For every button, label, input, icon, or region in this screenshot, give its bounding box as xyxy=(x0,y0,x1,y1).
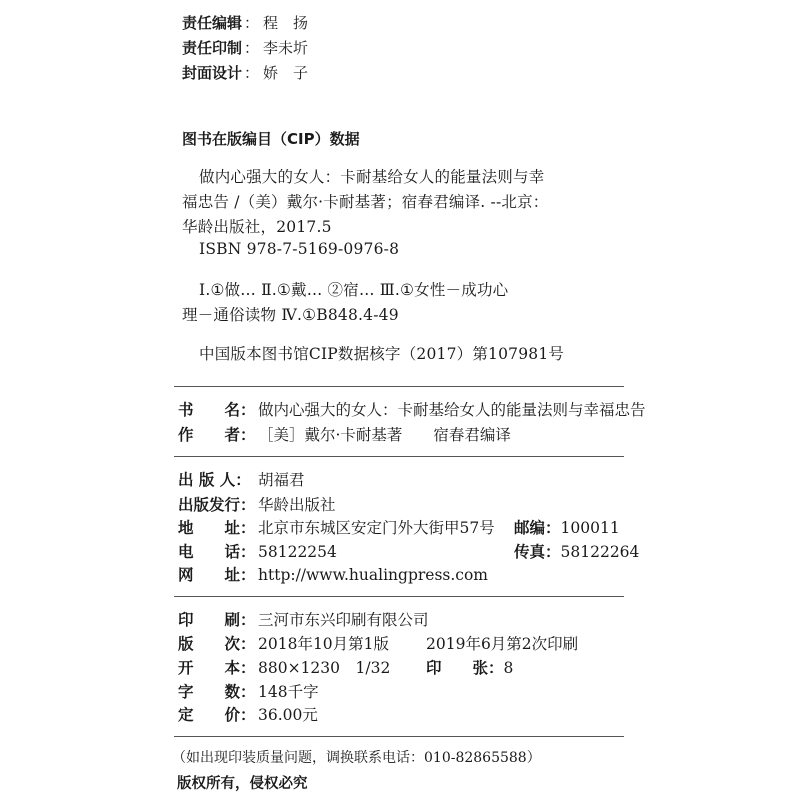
book-author-label: 作 者： xyxy=(178,426,256,444)
printing: 2019年6月第2次印刷 xyxy=(426,635,579,653)
edition: 2018年10月第1版 xyxy=(258,635,390,653)
format-label: 开 本： xyxy=(178,659,256,677)
cip-classification-2: 理－通俗读物 Ⅳ.①B848.4-49 xyxy=(182,306,399,324)
divider xyxy=(174,736,624,737)
cip-isbn: ISBN 978-7-5169-0976-8 xyxy=(199,240,400,258)
cip-line-1: 做内心强大的女人：卡耐基给女人的能量法则与幸 xyxy=(199,168,545,186)
book-author: ［美］戴尔·卡耐基著 宿春君编译 xyxy=(258,426,511,444)
credit-printing-supervisor: 责任印制 ： 李未圻 xyxy=(182,39,309,57)
credit-editor-label: 责任编辑 xyxy=(182,14,243,32)
publisher-name: 胡福君 xyxy=(258,471,305,489)
zip-label: 邮编： xyxy=(514,519,561,537)
format-row xyxy=(178,656,390,678)
issuer-name: 华龄出版社 xyxy=(258,496,336,514)
credit-printing-supervisor-label: 责任印制 xyxy=(182,39,243,57)
words-label: 字 数： xyxy=(178,683,256,701)
printer-label: 印 刷： xyxy=(178,611,256,629)
printer-row xyxy=(178,608,429,630)
cip-classification-1: Ⅰ.①做… Ⅱ.①戴… ②宿… Ⅲ.①女性－成功心 xyxy=(199,281,509,299)
credit-editor-value: 程 扬 xyxy=(263,14,309,32)
credit-cover-design-label: 封面设计 xyxy=(182,64,243,82)
publisher-label: 出 版 人： xyxy=(178,471,251,489)
credit-printing-supervisor-value: 李未圻 xyxy=(263,39,309,57)
edition-row xyxy=(178,632,389,654)
phone-row xyxy=(178,540,337,562)
format: 880×1230 1/32 xyxy=(258,659,391,677)
address: 北京市东城区安定门外大街甲57号 xyxy=(258,519,495,537)
website-url: http://www.hualingpress.com xyxy=(258,566,488,584)
words-row xyxy=(178,680,319,702)
price-label: 定 价： xyxy=(178,706,256,724)
book-author-row xyxy=(178,423,511,445)
fax-label: 传真： xyxy=(514,543,561,561)
word-count: 148千字 xyxy=(258,683,319,701)
publisher-row xyxy=(178,468,305,490)
edition-label: 版 次： xyxy=(178,635,256,653)
book-title: 做内心强大的女人：卡耐基给女人的能量法则与幸福忠告 xyxy=(258,401,646,419)
divider xyxy=(174,456,624,457)
price: 36.00元 xyxy=(258,706,318,724)
printing-field xyxy=(426,632,578,654)
printer-name: 三河市东兴印刷有限公司 xyxy=(258,611,429,629)
issuer-label: 出版发行： xyxy=(178,496,256,514)
fax-number: 58122264 xyxy=(560,543,640,561)
zip-field xyxy=(514,516,620,538)
credit-cover-design-value: 娇 子 xyxy=(263,64,309,82)
credit-cover-design: 封面设计 ： 娇 子 xyxy=(182,64,309,82)
phone-label: 电 话： xyxy=(178,543,256,561)
zip-code: 100011 xyxy=(560,519,620,537)
credit-editor: 责任编辑 ： 程 扬 xyxy=(182,14,309,32)
sheets-field xyxy=(426,656,513,678)
cip-record-number: 中国版本图书馆CIP数据核字（2017）第107981号 xyxy=(199,345,565,363)
rights-notice: 版权所有，侵权必究 xyxy=(177,776,308,792)
book-title-row xyxy=(178,398,646,420)
address-label: 地 址： xyxy=(178,519,256,537)
sheets: 8 xyxy=(503,659,514,677)
website-label: 网 址： xyxy=(178,566,256,584)
cip-heading: 图书在版编目（CIP）数据 xyxy=(182,130,360,148)
cip-line-3: 华龄出版社，2017.5 xyxy=(182,218,332,236)
phone-number: 58122254 xyxy=(258,543,337,561)
fax-field xyxy=(514,540,639,562)
divider xyxy=(174,386,624,387)
price-row xyxy=(178,703,318,725)
cip-line-2: 福忠告 /（美）戴尔·卡耐基著；宿春君编译. --北京： xyxy=(182,193,549,211)
sheets-label: 印 张： xyxy=(426,659,504,677)
quality-notice: （如出现印装质量问题，调换联系电话：010-82865588） xyxy=(172,750,541,766)
issuer-row xyxy=(178,493,336,515)
website-row xyxy=(178,563,488,585)
book-title-label: 书 名： xyxy=(178,401,256,419)
divider xyxy=(174,596,624,597)
address-row xyxy=(178,516,495,538)
